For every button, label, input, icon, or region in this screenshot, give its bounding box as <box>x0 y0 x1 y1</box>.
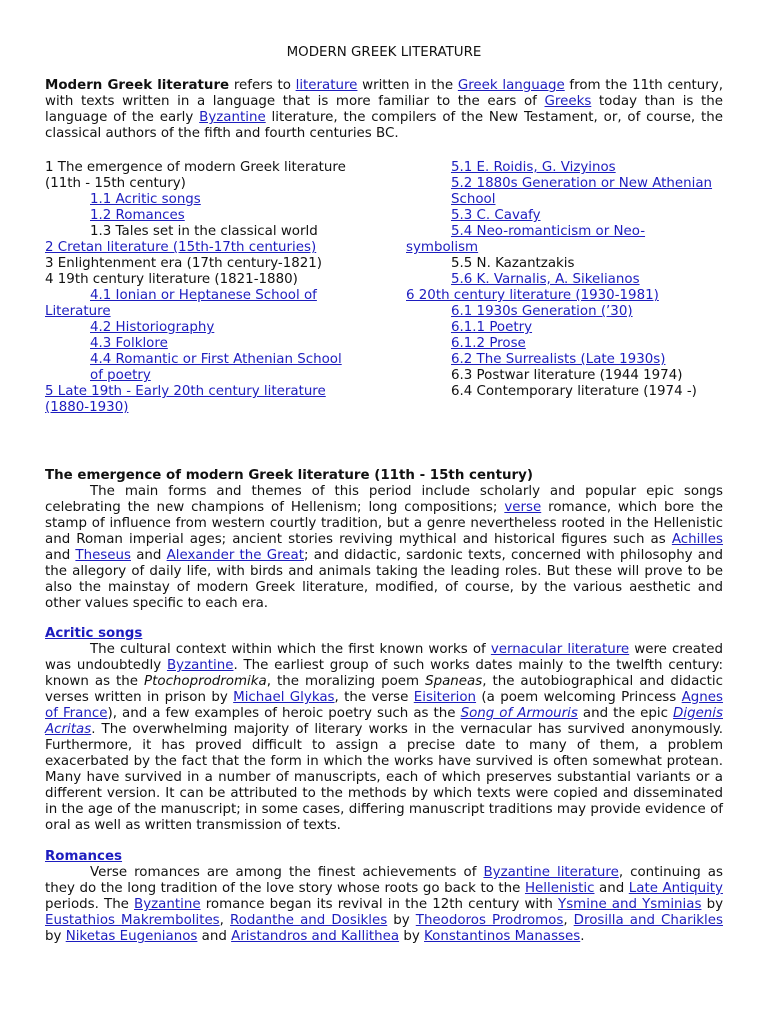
document-title: MODERN GREEK LITERATURE <box>286 45 482 60</box>
link-eisiterion[interactable]: Eisiterion <box>413 690 477 705</box>
link-hellenistic[interactable]: Hellenistic <box>524 881 595 896</box>
toc-right-item: 6.4 Contemporary literature (1974 -) <box>451 384 697 399</box>
para-text: , continuing as they do the long tradition of the love story whose roots go back to the <box>45 865 723 896</box>
para-text: by <box>399 929 425 944</box>
toc-right-item[interactable]: School <box>451 192 496 207</box>
para-text: by <box>45 929 66 944</box>
toc-right-item[interactable]: 5.3 C. Cavafy <box>451 208 541 223</box>
section-emergence-paragraph <box>45 484 723 612</box>
section-acritic-paragraph <box>45 642 723 834</box>
link-rodanthe-and-dosikles[interactable]: Rodanthe and Dosikles <box>229 913 388 928</box>
intro-text: refers to <box>229 78 296 93</box>
link-konstantinos-manasses[interactable]: Konstantinos Manasses <box>424 929 581 944</box>
link-alexander-the-great[interactable]: Alexander the Great <box>166 548 304 563</box>
link-ysmine-and-ysminias[interactable]: Ysmine and Ysminias <box>558 897 702 912</box>
toc-right-item[interactable]: 5.1 E. Roidis, G. Vizyinos <box>451 160 616 175</box>
toc-left-column <box>45 160 375 416</box>
intro-text: literature, the compilers of the New Testament, or, of course, the classical authors of the fifth and fourth centuries BC. <box>45 110 723 141</box>
link-drosilla-and-charikles[interactable]: Drosilla and Charikles <box>573 913 723 928</box>
toc-left-item[interactable]: 1.1 Acritic songs <box>90 192 201 207</box>
link-byzantine[interactable]: Byzantine <box>166 658 234 673</box>
link-acritic-songs-heading[interactable]: Acritic songs <box>45 626 143 641</box>
para-text: Verse romances are among the finest achievements of <box>90 865 484 880</box>
para-text: romance began its revival in the 12th century with <box>200 897 559 912</box>
toc-left-item: 1 The emergence of modern Greek literature <box>45 160 346 175</box>
toc-left-item[interactable]: (1880-1930) <box>45 400 129 415</box>
para-text: , the autobiographical and didactic verses written in prison by <box>45 674 724 705</box>
toc-left-item: 1.3 Tales set in the classical world <box>90 224 318 239</box>
toc-right-item[interactable]: 6 20th century literature (1930-1981) <box>406 288 659 303</box>
link-verse[interactable]: verse <box>504 500 542 515</box>
toc-left-item[interactable]: 4.4 Romantic or First Athenian School <box>90 352 342 367</box>
toc-left-item[interactable]: 5 Late 19th - Early 20th century literature <box>45 384 326 399</box>
toc-left-item: (11th - 15th century) <box>45 176 186 191</box>
toc-left-item: 4 19th century literature (1821-1880) <box>45 272 298 287</box>
para-text: and <box>45 548 76 563</box>
link-eustathios-makrembolites[interactable]: Eustathios Makrembolites <box>45 913 220 928</box>
link-greek-language[interactable]: Greek language <box>457 78 565 93</box>
link-byzantine[interactable]: Byzantine <box>199 110 266 125</box>
para-text: ), and a few examples of heroic poetry such as the <box>107 706 461 721</box>
link-vernacular-literature[interactable]: vernacular literature <box>490 642 630 657</box>
toc-left-item: 3 Enlightenment era (17th century-1821) <box>45 256 323 271</box>
italic-title: Ptochoprodromika <box>144 674 267 689</box>
toc-left-item[interactable]: 2 Cretan literature (15th-17th centuries) <box>45 240 317 255</box>
intro-text: today than is the language of the early <box>45 94 724 125</box>
para-text: (a poem welcoming Princess <box>476 690 682 705</box>
link-song-of-armouris[interactable]: Song of Armouris <box>460 706 578 721</box>
section-heading-acritic <box>45 626 142 642</box>
toc-right-item[interactable]: 5.4 Neo-romanticism or Neo- <box>451 224 646 239</box>
para-text: were created was undoubtedly <box>45 642 723 673</box>
link-agnes-of-france[interactable]: Agnes of France <box>45 690 724 721</box>
toc-left-item[interactable]: 4.2 Historiography <box>90 320 215 335</box>
section-heading-romances <box>45 849 122 865</box>
para-text: The cultural context within which the first known works of <box>90 642 491 657</box>
toc-right-item[interactable]: 6.1.2 Prose <box>451 336 526 351</box>
para-text: by <box>387 913 416 928</box>
link-romances-heading[interactable]: Romances <box>45 849 123 864</box>
link-theodoros-prodromos[interactable]: Theodoros Prodromos <box>415 913 564 928</box>
toc-left-item[interactable]: of poetry <box>90 368 151 383</box>
section-heading-emergence: The emergence of modern Greek literature (11th - 15th century) <box>45 468 533 483</box>
link-achilles[interactable]: Achilles <box>671 532 723 547</box>
section-romances-paragraph <box>45 865 723 945</box>
italic-title: Spaneas <box>425 674 483 689</box>
para-text: , <box>563 913 574 928</box>
toc-right-item[interactable]: 5.2 1880s Generation or New Athenian <box>451 176 713 191</box>
link-digenis-acritas[interactable]: Digenis Acritas <box>45 706 723 737</box>
para-text: and the epic <box>577 706 674 721</box>
link-byzantine[interactable]: Byzantine <box>134 897 201 912</box>
intro-text: from the 11th century, with texts written in a language that is more familiar to the ears of <box>45 78 723 109</box>
toc-left-item[interactable]: 4.1 Ionian or Heptanese School of <box>90 288 317 303</box>
link-byzantine-literature[interactable]: Byzantine literature <box>483 865 619 880</box>
para-text: periods. The <box>45 897 135 912</box>
toc-left-item[interactable]: 4.3 Folklore <box>90 336 168 351</box>
para-text: and <box>594 881 629 896</box>
toc-right-item[interactable]: 6.1.1 Poetry <box>451 320 533 335</box>
toc-left-item[interactable]: Literature <box>45 304 111 319</box>
para-text: . The overwhelming majority of literary works in the vernacular has survived anonymously. Furthermore, it has proved difficult to assign a precise date to many of them, a problem exacerbated by the fact that the form in which the works have survived is often somewhat protean. Many have survived in a number of manuscripts, each of which preserves substantial variants or a different version. It can be attributed to the methods by which texts were copied and disseminated in the age of the manuscript; in some cases, differing manuscript traditions may provide evidence of oral as well as written transmission of texts. <box>45 722 723 833</box>
para-text: The main forms and themes of this period include scholarly and popular epic songs celebrating the new champions of Hellenism; long compositions; <box>45 484 723 515</box>
intro-paragraph <box>45 78 723 142</box>
link-niketas-eugenianos[interactable]: Niketas Eugenianos <box>65 929 198 944</box>
toc-right-item[interactable]: 6.1 1930s Generation (’30) <box>451 304 633 319</box>
para-text: by <box>701 897 723 912</box>
intro-text: written in the <box>357 78 458 93</box>
toc-right-item[interactable]: symbolism <box>406 240 479 255</box>
intro-bold-term: Modern Greek literature <box>45 78 230 93</box>
link-aristandros-and-kallithea[interactable]: Aristandros and Kallithea <box>231 929 400 944</box>
para-text: , the verse <box>334 690 414 705</box>
toc-right-item: 5.5 N. Kazantzakis <box>451 256 575 271</box>
toc-right-item[interactable]: 6.2 The Surrealists (Late 1930s) <box>451 352 666 367</box>
link-michael-glykas[interactable]: Michael Glykas <box>233 690 335 705</box>
para-text: , <box>219 913 230 928</box>
link-late-antiquity[interactable]: Late Antiquity <box>628 881 723 896</box>
toc-right-item[interactable]: 5.6 K. Varnalis, A. Sikelianos <box>451 272 640 287</box>
toc-right-item: 6.3 Postwar literature (1944 1974) <box>451 368 683 383</box>
link-theseus[interactable]: Theseus <box>75 548 131 563</box>
para-text: . The earliest group of such works dates mainly to the twelfth century: known as the <box>45 658 723 689</box>
para-text: . <box>580 929 585 944</box>
link-literature[interactable]: literature <box>295 78 358 93</box>
toc-left-item[interactable]: 1.2 Romances <box>90 208 185 223</box>
para-text: and <box>131 548 167 563</box>
para-text: , the moralizing poem <box>266 674 426 689</box>
link-greeks[interactable]: Greeks <box>544 94 592 109</box>
para-text: romance, which bore the stamp of influence from western courtly tradition, but a genre nevertheless rooted in the Hellenistic and Roman imperial ages; ancient stories reviving mythical and historical figures such as <box>45 500 723 547</box>
para-text: and <box>197 929 232 944</box>
para-text: ; and didactic, sardonic texts, concerned with philosophy and the allegory of daily life, with birds and animals taking the leading roles. But these will prove to be also the mainstay of modern Greek literature, modified, of course, by the various aesthetic and other values specific to each era. <box>45 548 723 611</box>
toc-right-column <box>406 160 736 400</box>
